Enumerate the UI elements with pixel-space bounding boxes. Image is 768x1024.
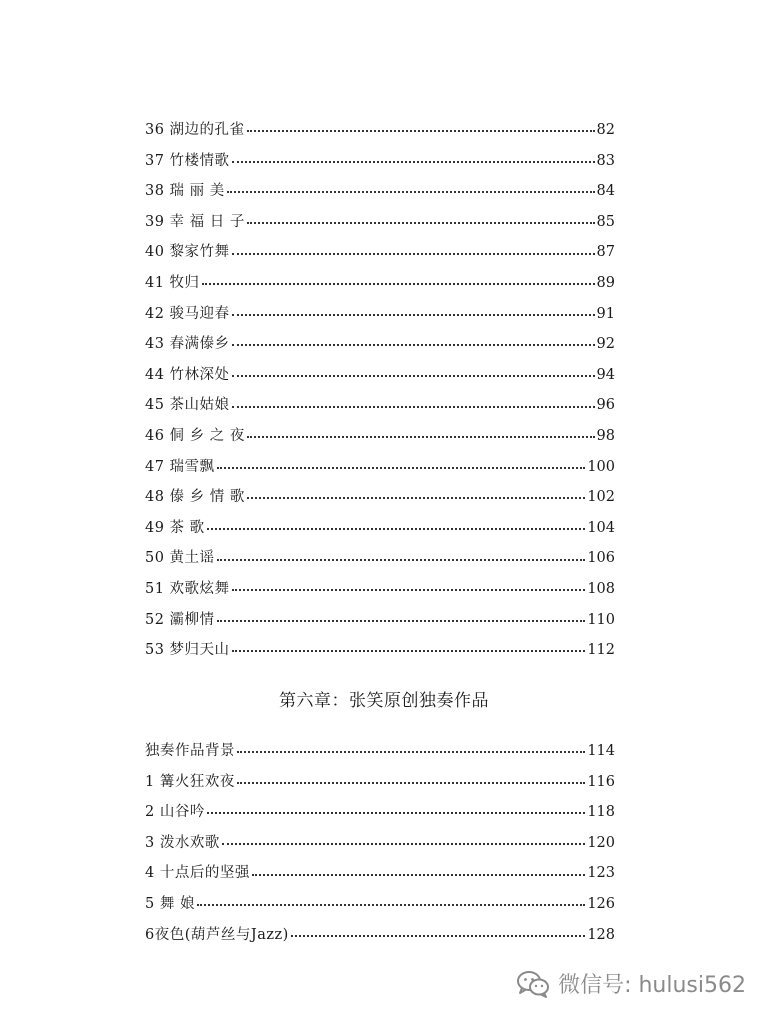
- toc-leader-dots: [252, 874, 585, 876]
- chapter-heading: 第六章：张笑原创独奏作品: [279, 691, 489, 711]
- toc-entry: [145, 207, 615, 238]
- toc-leader-dots: [207, 812, 585, 814]
- toc-entry: [145, 736, 615, 767]
- toc-entry: [145, 767, 615, 798]
- toc-entry-page: 82: [596, 122, 615, 138]
- toc-entry-title: 4 十点后的坚强: [145, 865, 250, 882]
- toc-entry: [145, 146, 615, 177]
- toc-entry: [145, 920, 615, 951]
- toc-entry-title: 48 傣 乡 情 歌: [145, 489, 245, 506]
- toc-leader-dots: [247, 130, 595, 132]
- toc-leader-dots: [217, 620, 586, 622]
- toc-leader-dots: [232, 650, 586, 652]
- toc-entry: [145, 115, 615, 146]
- toc-leader-dots: [291, 935, 586, 937]
- toc-entry: [145, 605, 615, 636]
- toc-leader-dots: [227, 191, 595, 193]
- toc-entry-title: 44 竹林深处: [145, 366, 230, 383]
- toc-entry-page: 114: [587, 743, 615, 759]
- toc-entry: [145, 543, 615, 574]
- toc-entry-page: 100: [587, 458, 615, 475]
- toc-leader-dots: [207, 528, 586, 530]
- toc-list-upper: [145, 115, 615, 666]
- toc-entry: [145, 574, 615, 605]
- toc-entry: [145, 635, 615, 666]
- toc-entry: [145, 421, 615, 452]
- toc-entry-title: 5 舞 娘: [145, 895, 195, 912]
- toc-entry-title: 40 黎家竹舞: [145, 244, 230, 261]
- toc-entry: [145, 360, 615, 391]
- toc-entry: [145, 329, 615, 360]
- toc-entry-page: 87: [596, 244, 615, 261]
- toc-entry-title: 53 梦归天山: [145, 642, 230, 659]
- toc-leader-dots: [232, 314, 595, 316]
- toc-entry-page: 120: [587, 834, 615, 851]
- toc-entry-page: 123: [587, 865, 615, 882]
- toc-entry: [145, 237, 615, 268]
- toc-entry-page: 83: [596, 152, 615, 169]
- toc-leader-dots: [232, 344, 595, 346]
- toc-leader-dots: [217, 467, 586, 469]
- toc-leader-dots: [232, 406, 595, 408]
- toc-entry: [145, 828, 615, 859]
- toc-entry-page: 94: [596, 366, 615, 383]
- toc-entry-page: 118: [587, 804, 615, 821]
- toc-entry-page: 91: [596, 305, 615, 322]
- toc-entry-page: 116: [587, 773, 615, 790]
- toc-entry-page: 98: [596, 427, 615, 444]
- toc-entry-title: 42 骏马迎春: [145, 305, 230, 322]
- toc-entry-title: 37 竹楼情歌: [145, 152, 230, 169]
- toc-entry-title: 51 欢歌炫舞: [145, 580, 230, 597]
- toc-entry-title: 1 篝火狂欢夜: [145, 773, 235, 790]
- toc-entry-title: 2 山谷吟: [145, 804, 205, 821]
- toc-entry-title: 39 幸 福 日 子: [145, 213, 245, 230]
- toc-entry: [145, 452, 615, 483]
- toc-entry-title: 36 湖边的孔雀: [145, 122, 245, 138]
- toc-entry-page: 126: [587, 895, 615, 912]
- toc-leader-dots: [232, 589, 586, 591]
- toc-entry-title: 3 泼水欢歌: [145, 834, 220, 851]
- toc-entry-page: 128: [587, 926, 615, 943]
- toc-entry-title: 52 灞柳情: [145, 611, 215, 628]
- wechat-icon: [516, 970, 550, 998]
- toc-leader-dots: [247, 497, 585, 499]
- toc-leader-dots: [197, 904, 585, 906]
- toc-leader-dots: [202, 283, 595, 285]
- watermark-text: 微信号: hulusi562: [558, 973, 746, 998]
- toc-leader-dots: [232, 253, 595, 255]
- toc-entry-page: 102: [587, 489, 615, 506]
- toc-entry-page: 84: [596, 183, 615, 200]
- toc-entry: [145, 268, 615, 299]
- toc-entry-title: 49 茶 歌: [145, 519, 205, 536]
- toc-leader-dots: [247, 222, 595, 224]
- toc-entry: [145, 513, 615, 544]
- toc-entry-page: 85: [596, 213, 615, 230]
- toc-entry-title: 50 黄土谣: [145, 550, 215, 567]
- toc-entry-title: 46 侗 乡 之 夜: [145, 427, 245, 444]
- toc-entry-title: 45 茶山姑娘: [145, 397, 230, 414]
- toc-leader-dots: [232, 375, 595, 377]
- toc-leader-dots: [222, 843, 585, 845]
- toc-list-chapter-six: [145, 736, 615, 950]
- toc-entry: [145, 176, 615, 207]
- toc-entry: [145, 889, 615, 920]
- toc-entry: [145, 299, 615, 330]
- toc-entry-title: 38 瑞 丽 美: [145, 183, 225, 200]
- wechat-watermark: [516, 968, 746, 999]
- toc-entry: [145, 482, 615, 513]
- toc-entry: [145, 797, 615, 828]
- toc-entry-title: 6夜色(葫芦丝与Jazz): [145, 926, 289, 943]
- toc-entry-page: 89: [596, 274, 615, 291]
- toc-entry: [145, 858, 615, 889]
- toc-entry-page: 96: [596, 397, 615, 414]
- toc-entry-page: 106: [587, 550, 615, 567]
- toc-entry-title: 独奏作品背景: [145, 743, 235, 759]
- toc-leader-dots: [232, 161, 595, 163]
- toc-leader-dots: [247, 436, 595, 438]
- toc-entry-page: 112: [587, 642, 615, 659]
- toc-leader-dots: [217, 559, 586, 561]
- toc-leader-dots: [237, 751, 585, 753]
- toc-entry-page: 92: [596, 336, 615, 353]
- toc-entry-title: 41 牧归: [145, 274, 200, 291]
- toc-entry-page: 104: [587, 519, 615, 536]
- toc-entry-page: 110: [587, 611, 615, 628]
- toc-entry-title: 47 瑞雪飘: [145, 458, 215, 475]
- toc-entry-title: 43 春满傣乡: [145, 336, 230, 353]
- toc-entry-page: 108: [587, 580, 615, 597]
- toc-entry: [145, 390, 615, 421]
- toc-leader-dots: [237, 782, 585, 784]
